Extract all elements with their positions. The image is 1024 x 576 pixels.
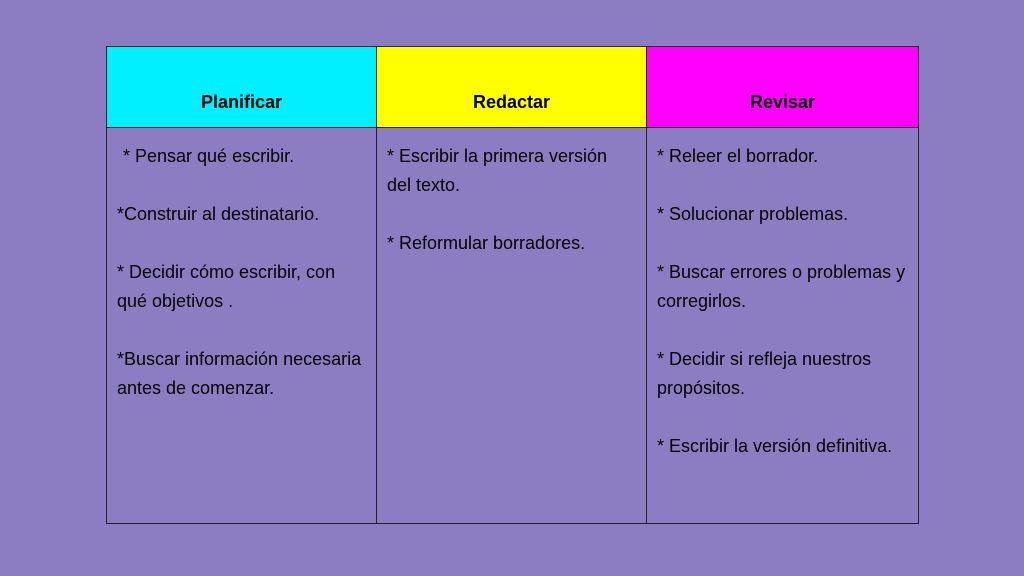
list-item: * Reformular borradores. xyxy=(387,233,586,253)
header-redactar-label: Redactar xyxy=(472,92,551,112)
header-planificar-label: Planificar xyxy=(200,92,283,112)
cell-planificar xyxy=(107,128,377,524)
list-item: *Buscar información necesaria antes de comenzar. xyxy=(117,349,362,398)
process-table xyxy=(106,46,919,524)
list-item: * Escribir la versión definitiva. xyxy=(657,436,893,456)
body-row xyxy=(107,128,919,524)
cell-redactar xyxy=(377,128,647,524)
list-item: * Decidir si refleja nuestros propósitos. xyxy=(657,349,872,398)
header-revisar xyxy=(647,47,919,128)
list-item: *Construir al destinatario. xyxy=(117,204,320,224)
cell-revisar xyxy=(647,128,919,524)
header-revisar-label: Revisar xyxy=(749,92,816,112)
list-item: * Releer el borrador. xyxy=(657,146,819,166)
header-redactar xyxy=(377,47,647,128)
list-item: * Escribir la primera versión del texto. xyxy=(387,146,608,195)
list-item: * Buscar errores o problemas y corregirlos. xyxy=(657,262,906,311)
list-item: * Decidir cómo escribir, con qué objetivos . xyxy=(117,262,336,311)
header-planificar xyxy=(107,47,377,128)
list-item: * Pensar qué escribir. xyxy=(123,146,295,166)
header-row xyxy=(107,47,919,128)
list-item: * Solucionar problemas. xyxy=(657,204,849,224)
